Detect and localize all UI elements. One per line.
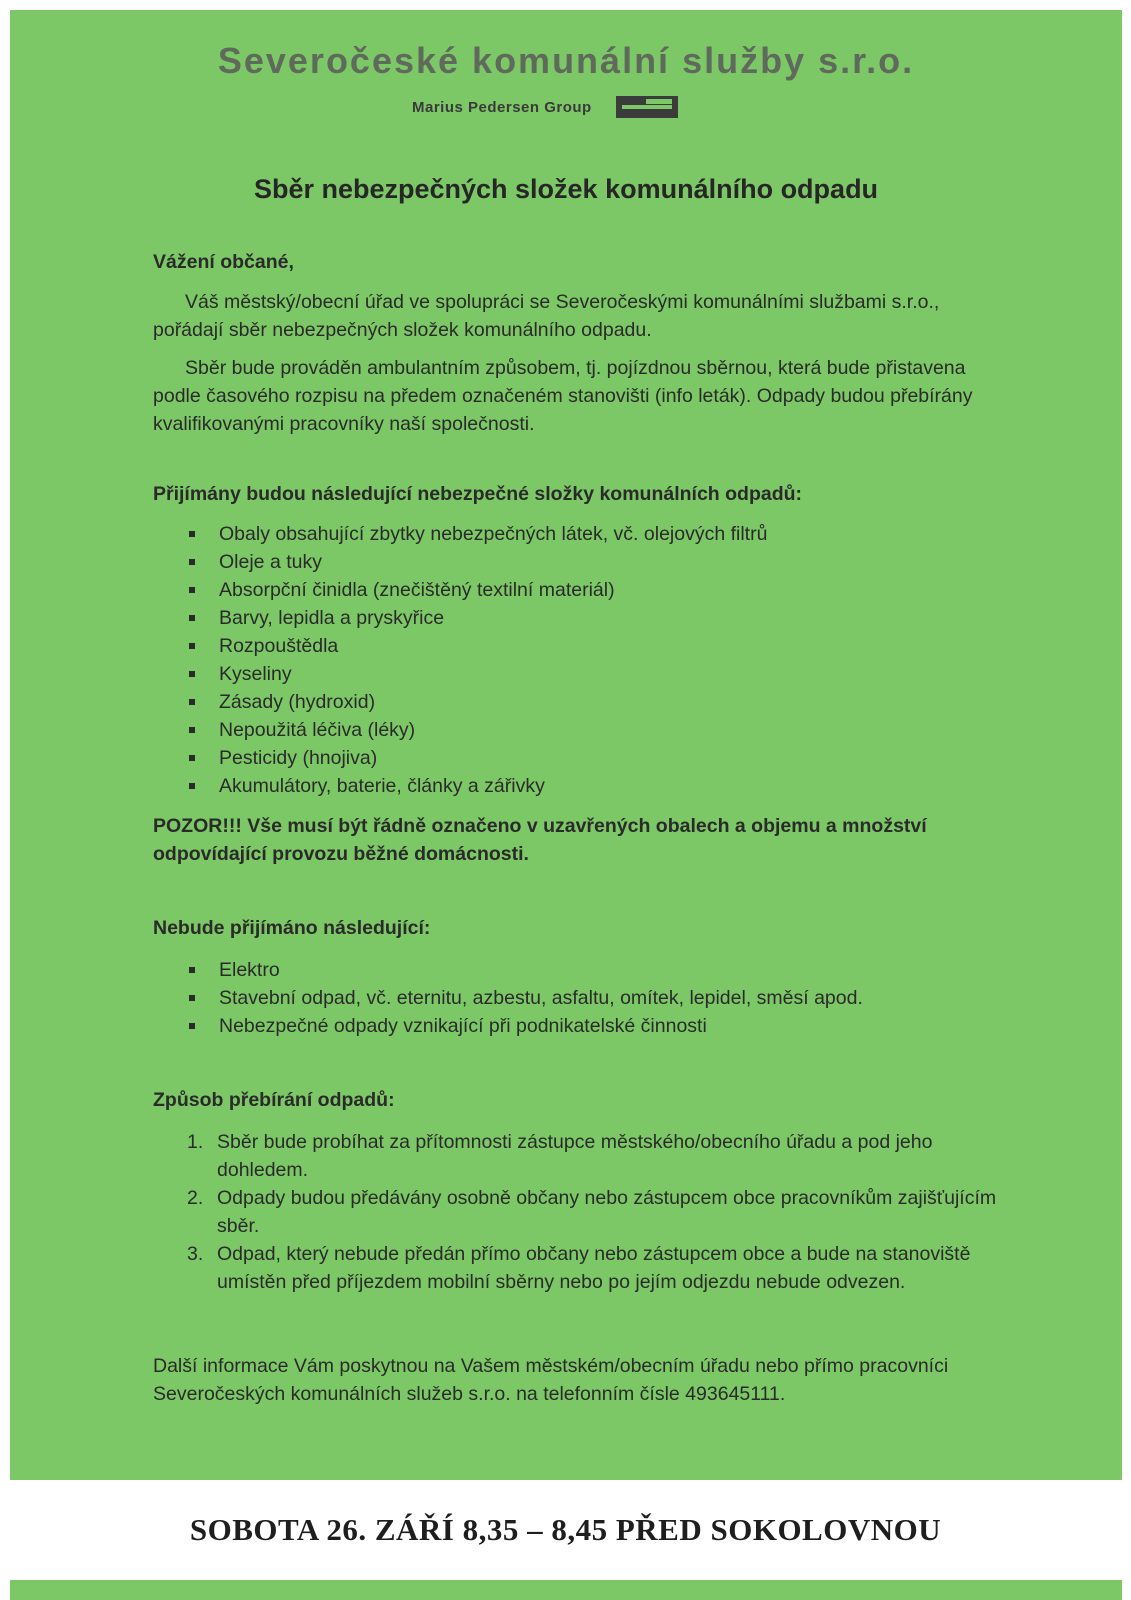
list-item: Nebezpečné odpady vznikající při podnikatelské činnosti (189, 1012, 1013, 1040)
rejected-list (153, 956, 1013, 1040)
company-name: Severočeské komunální služby s.r.o. (217, 40, 915, 81)
group-row (412, 96, 678, 118)
list-item: Oleje a tuky (189, 548, 1013, 576)
list-item: Kyseliny (189, 660, 1013, 688)
date-banner-text: SOBOTA 26. ZÁŘÍ 8,35 – 8,45 PŘED SOKOLOVNOU (189, 1512, 942, 1547)
item-text: Odpady budou předávány osobně občany nebo zástupcem obce pracovníkům zajišťujícím sběr. (217, 1187, 997, 1237)
list-item: Rozpouštědla (189, 632, 1013, 660)
bottom-strip (10, 1580, 1122, 1600)
procedure-heading: Způsob přebírání odpadů: (153, 1089, 395, 1111)
list-item: Nepoužitá léčiva (léky) (189, 716, 1013, 744)
page-title: Sběr nebezpečných složek komunálního odpadu (253, 174, 879, 204)
list-item: Obaly obsahující zbytky nebezpečných látek, vč. olejových filtrů (189, 520, 1013, 548)
item-number: 3. (187, 1243, 204, 1265)
intro-paragraph: Váš městský/obecní úřad ve spolupráci se Severočeskými komunálními službami s.r.o., pořádají sběr nebezpečných složek komunálního odpadu. (153, 291, 940, 341)
list-item: Barvy, lepidla a pryskyřice (189, 604, 1013, 632)
accepted-heading: Přijímány budou následující nebezpečné složky komunálních odpadů: (153, 483, 803, 505)
item-text: Sběr bude probíhat za přítomnosti zástupce městského/obecního úřadu a pod jeho dohledem. (217, 1131, 933, 1181)
procedure-list (153, 1128, 1013, 1296)
closing-note: Další informace Vám poskytnou na Vašem městském/obecním úřadu nebo přímo pracovníci Severočeských komunálních služeb s.r.o. na telefonním čísle 493645111. (153, 1355, 949, 1405)
warning-note: POZOR!!! Vše musí být řádně označeno v uzavřených obalech a objemu a množství odpovídající provozu běžné domácnosti. (153, 815, 927, 865)
item-text: Odpad, který nebude předán přímo občany nebo zástupcem obce a bude na stanoviště umístěn před příjezdem mobilní sběrny nebo po jejím odjezdu nebude odvezen. (217, 1243, 971, 1293)
intro-paragraph: Sběr bude prováděn ambulantním způsobem, tj. pojízdnou sběrnou, která bude přistavena podle časového rozpisu na předem označeném stanovišti (info leták). Odpady budou přebírány kvalifikovanými pracovníky naší společnosti. (153, 357, 973, 435)
list-item: Absorpční činidla (znečištěný textilní materiál) (189, 576, 1013, 604)
list-item (187, 1128, 1013, 1184)
list-item: Elektro (189, 956, 1013, 984)
marius-pedersen-logo-icon (616, 96, 678, 118)
date-banner (0, 1480, 1131, 1580)
list-item: Zásady (hydroxid) (189, 688, 1013, 716)
list-item (187, 1184, 1013, 1240)
item-number: 2. (187, 1187, 204, 1209)
list-item: Stavební odpad, vč. eternitu, azbestu, asfaltu, omítek, lepidel, směsí apod. (189, 984, 1013, 1012)
item-number: 1. (187, 1131, 204, 1153)
greeting: Vážení občané, (153, 251, 294, 273)
rejected-heading: Nebude přijímáno následující: (153, 917, 431, 939)
list-item (187, 1240, 1013, 1296)
list-item: Pesticidy (hnojiva) (189, 744, 1013, 772)
accepted-list (153, 520, 1013, 800)
list-item: Akumulátory, baterie, články a zářivky (189, 772, 1013, 800)
group-name: Marius Pedersen Group (412, 98, 592, 116)
flyer-content (153, 248, 1013, 1408)
